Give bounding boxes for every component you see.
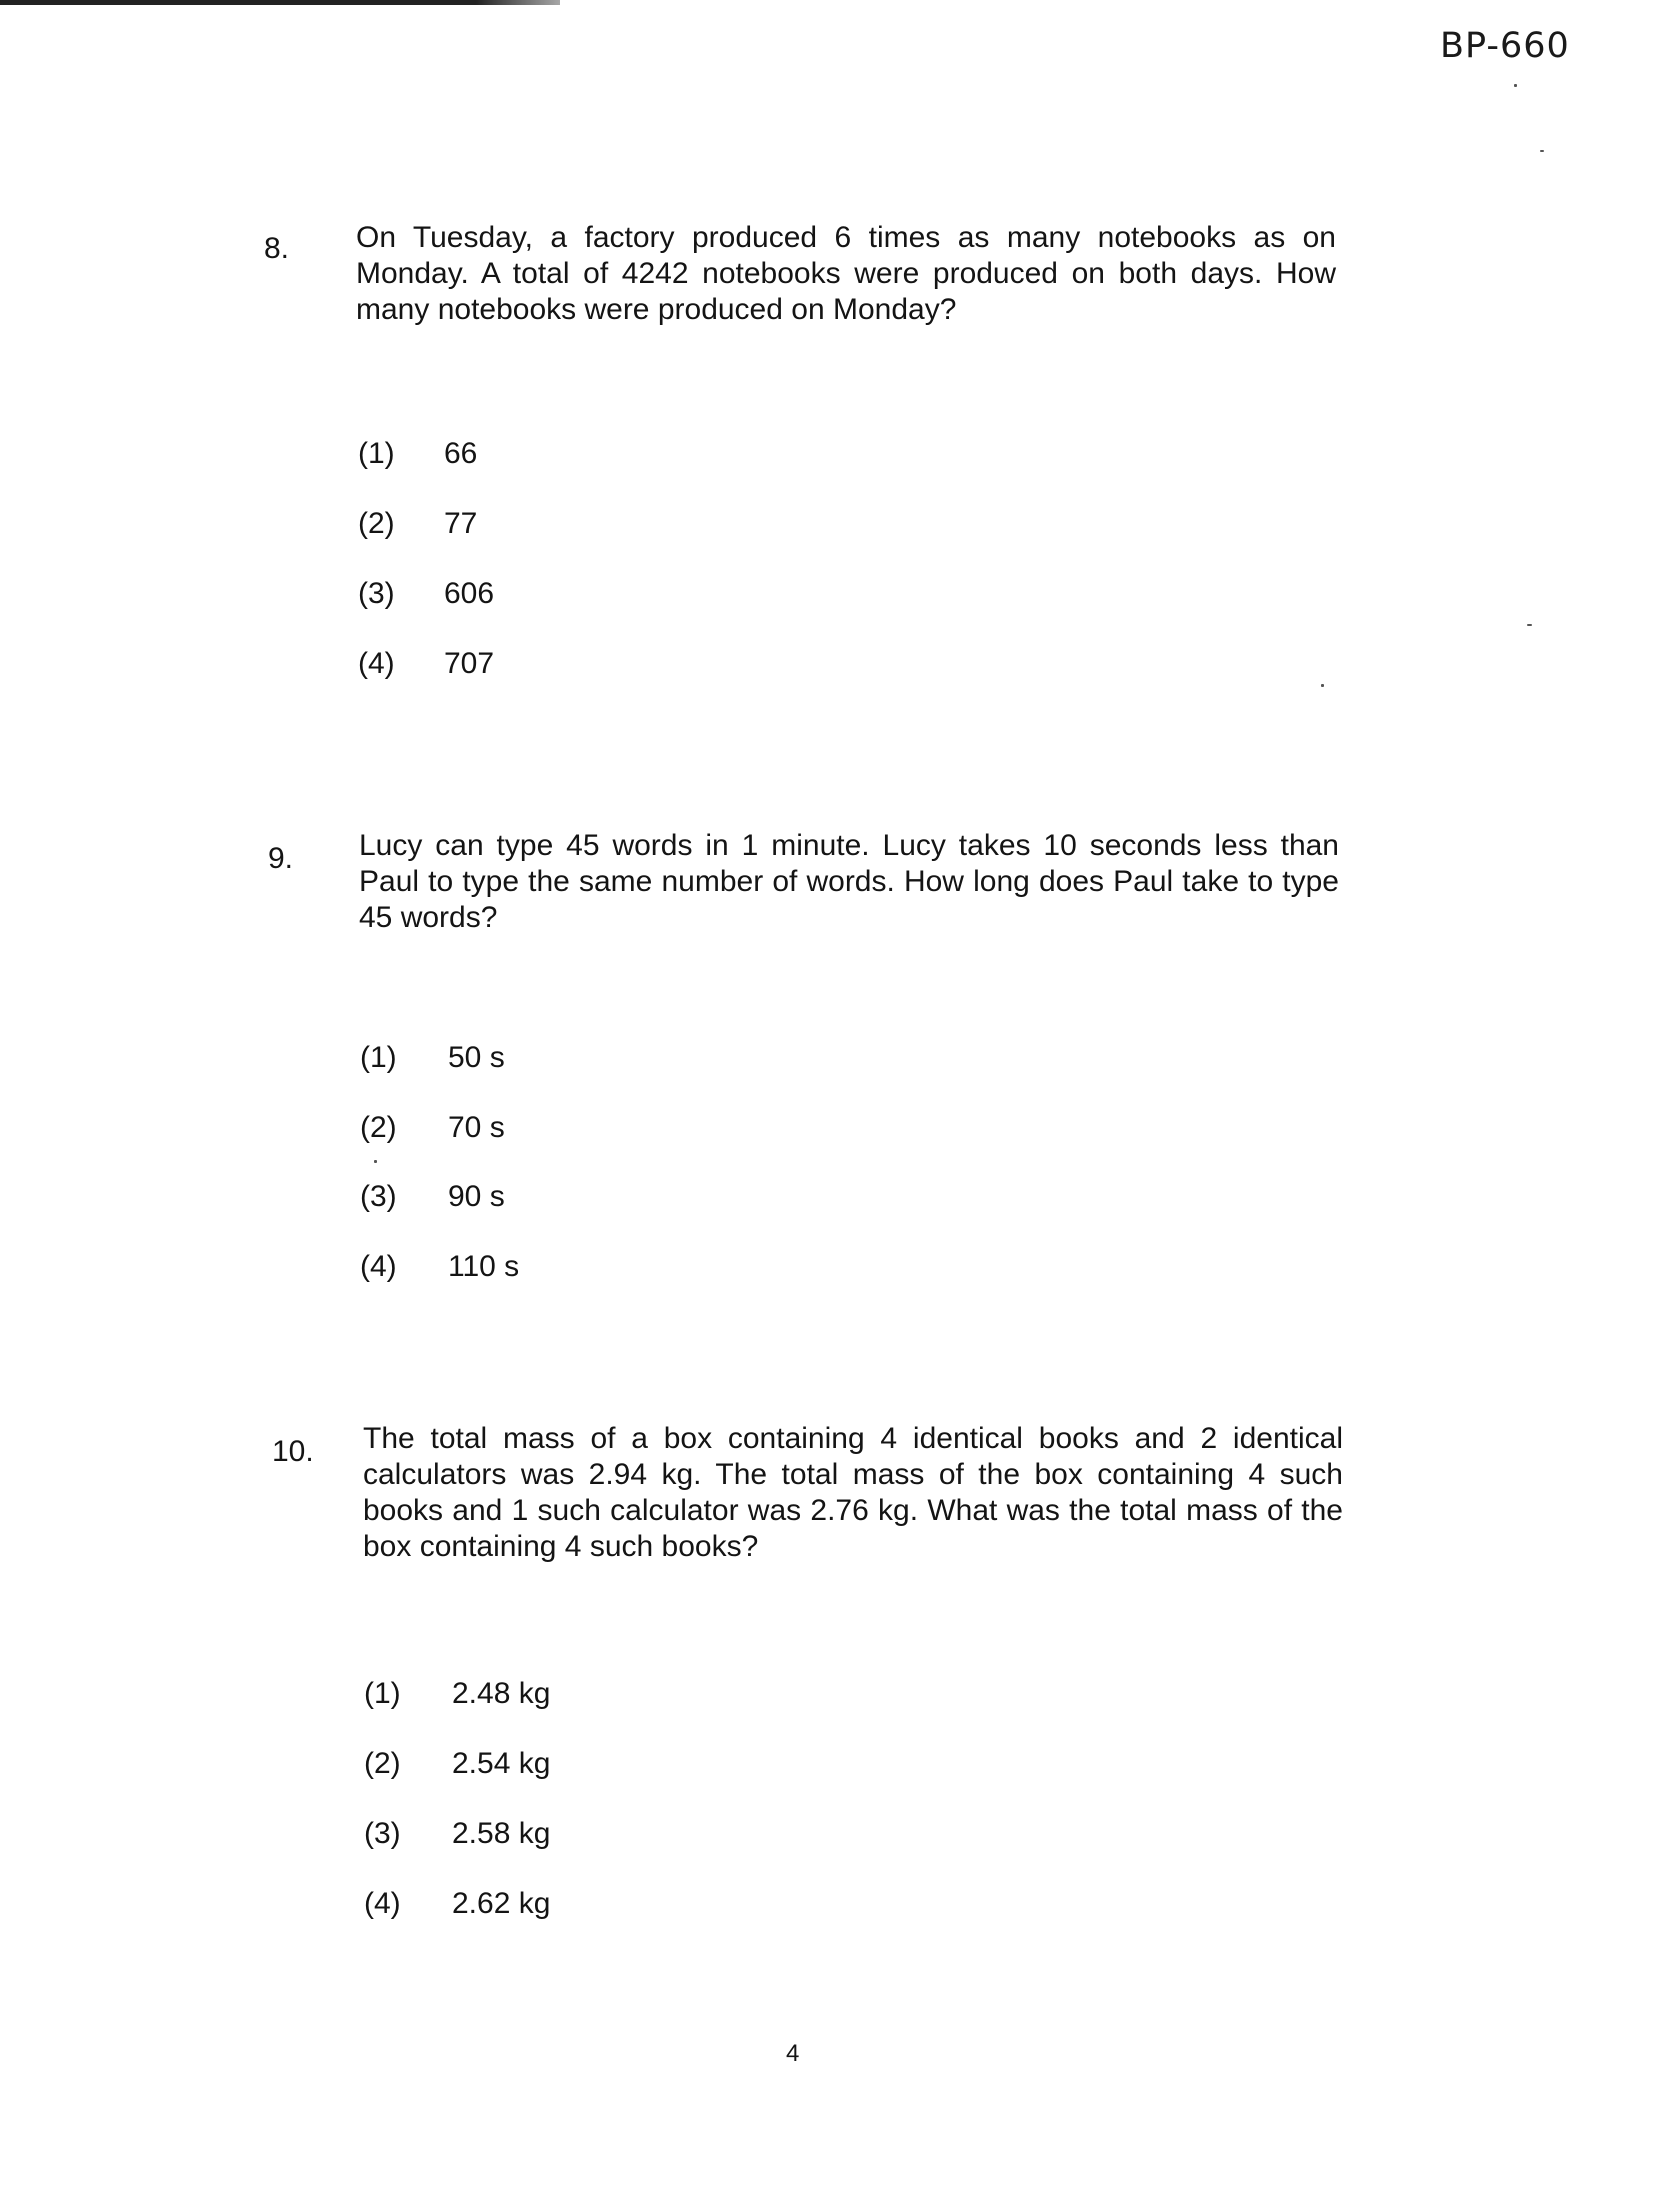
option-value: 707 (444, 647, 495, 680)
question-number: 10. (272, 1435, 314, 1468)
option-label: (3) (360, 1180, 397, 1213)
option-value: 2.54 kg (452, 1747, 551, 1780)
option-label: (3) (358, 577, 395, 610)
question-number: 9. (268, 842, 294, 875)
option-label: (1) (364, 1677, 401, 1710)
scan-speck (1540, 150, 1544, 152)
document-code: BP-660 (1440, 26, 1570, 66)
option-value: 606 (444, 577, 495, 610)
option-value: 2.62 kg (452, 1887, 551, 1920)
option-label: (1) (358, 437, 395, 470)
top-rule (0, 0, 560, 5)
scan-speck (374, 1160, 377, 1163)
option-label: (4) (364, 1887, 401, 1920)
option-value: 70 s (448, 1111, 505, 1144)
option-value: 2.48 kg (452, 1677, 551, 1710)
option-label: (2) (364, 1747, 401, 1780)
option-label: (2) (358, 507, 395, 540)
scan-speck (1321, 684, 1324, 687)
scan-speck (1527, 624, 1532, 626)
option-value: 2.58 kg (452, 1817, 551, 1850)
question-text: The total mass of a box containing 4 identical books and 2 identical calculators was 2.94 kg. The total mass of the box containing 4 such books and 1 such calculator was 2.76 kg. What was the total mass of the box containing 4 such books? (363, 1422, 1343, 1563)
option-value: 110 s (448, 1250, 520, 1283)
question-number: 8. (264, 232, 290, 265)
question-text: Lucy can type 45 words in 1 minute. Lucy takes 10 seconds less than Paul to type the same number of words. How long does Paul take to type 45 words? (359, 829, 1339, 934)
option-label: (3) (364, 1817, 401, 1850)
scan-speck (1514, 84, 1517, 87)
option-value: 50 s (448, 1041, 505, 1074)
option-label: (4) (360, 1250, 397, 1283)
option-label: (4) (358, 647, 395, 680)
option-label: (2) (360, 1111, 397, 1144)
question-text: On Tuesday, a factory produced 6 times as many notebooks as on Monday. A total of 4242 notebooks were produced on both days. How many notebooks were produced on Monday? (356, 221, 1336, 326)
page-number: 4 (786, 2040, 800, 2067)
option-value: 66 (444, 437, 478, 470)
option-label: (1) (360, 1041, 397, 1074)
option-value: 90 s (448, 1180, 505, 1213)
option-value: 77 (444, 507, 478, 540)
